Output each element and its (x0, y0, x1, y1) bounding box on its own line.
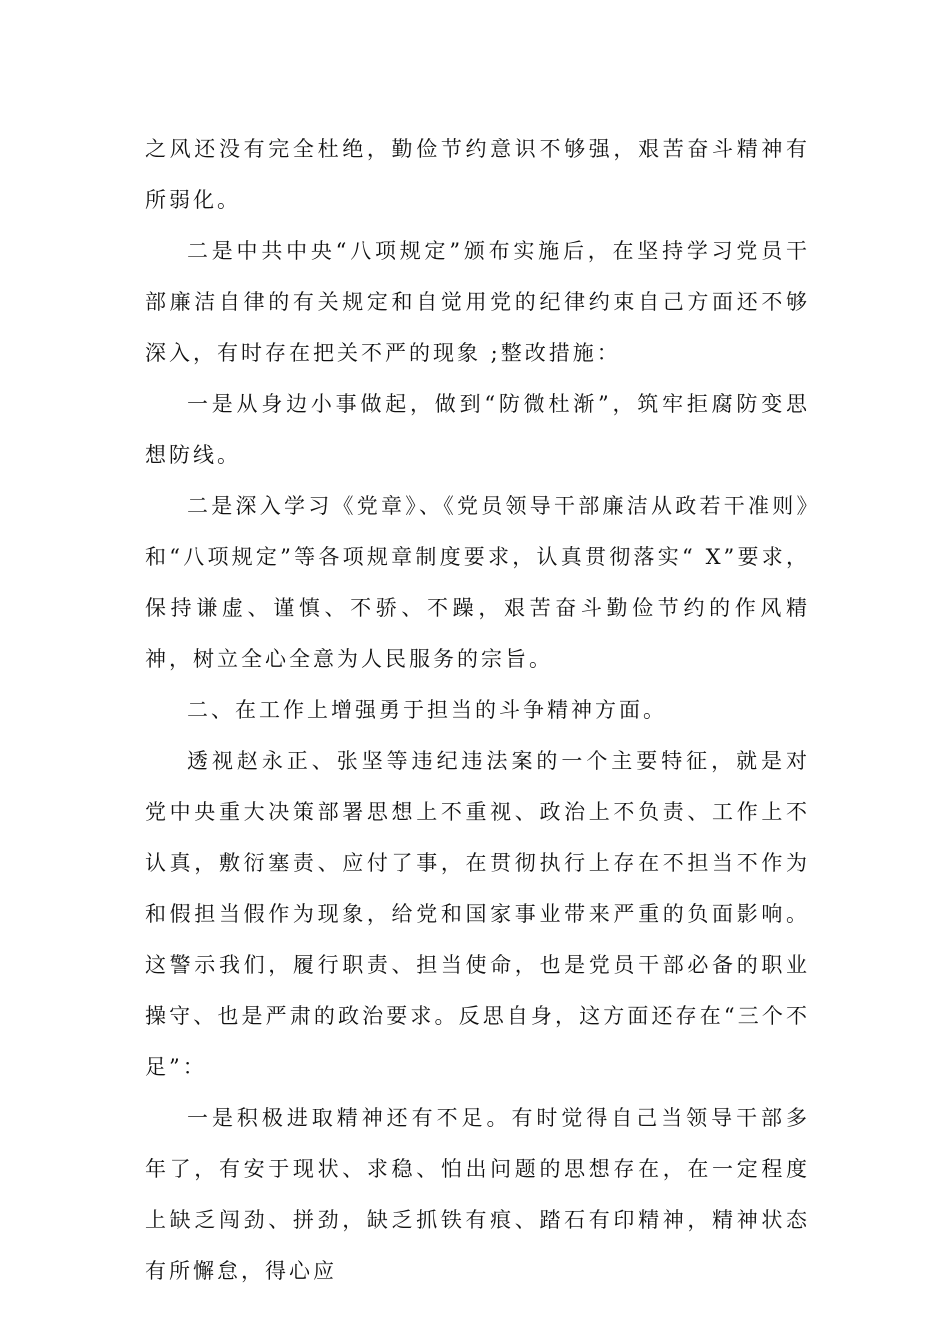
paragraph-3: 一是从身边小事做起，做到“防微杜渐”，筑牢拒腐防变思想防线。 (145, 392, 810, 467)
paragraph-6: 透视赵永正、张坚等违纪违法案的一个主要特征，就是对党中央重大决策部署思想上不重视、政治上不负责、工作上不认真，敷衍塞责、应付了事，在贯彻执行上存在不担当不作为和假担当假作为现象，给党和国家事业带来严重的负面影响。这警示我们，履行职责、担当使命，也是党员干部必备的职业操守、也是严肃的政治要求。反思自身，这方面还存在“三个不足”： (145, 749, 810, 1079)
paragraph-2: 二是中共中央“八项规定”颁布实施后，在坚持学习党员干部廉洁自律的有关规定和自觉用党的纪律约束自己方面还不够深入，有时存在把关不严的现象 ;整改措施： (145, 239, 810, 365)
section-heading-2: 二、在工作上增强勇于担当的斗争精神方面。 (187, 698, 667, 722)
paragraph-7: 一是积极进取精神还有不足。有时觉得自己当领导干部多年了，有安于现状、求稳、怕出问题的思想存在，在一定程度上缺乏闯劲、拼劲，缺乏抓铁有痕、踏石有印精神，精神状态有所懈怠，得心应 (145, 1106, 810, 1283)
paragraph-1: 之风还没有完全杜绝，勤俭节约意识不够强，艰苦奋斗精神有所弱化。 (145, 137, 810, 212)
paragraph-4: 二是深入学习《党章》、《党员领导干部廉洁从政若干准则》和“八项规定”等各项规章制度要求，认真贯彻落实“ X”要求，保持谦虚、谨慎、不骄、不躁，艰苦奋斗勤俭节约的作风精神，树立全心全意为人民服务的宗旨。 (145, 494, 810, 671)
document-page (145, 124, 810, 1297)
